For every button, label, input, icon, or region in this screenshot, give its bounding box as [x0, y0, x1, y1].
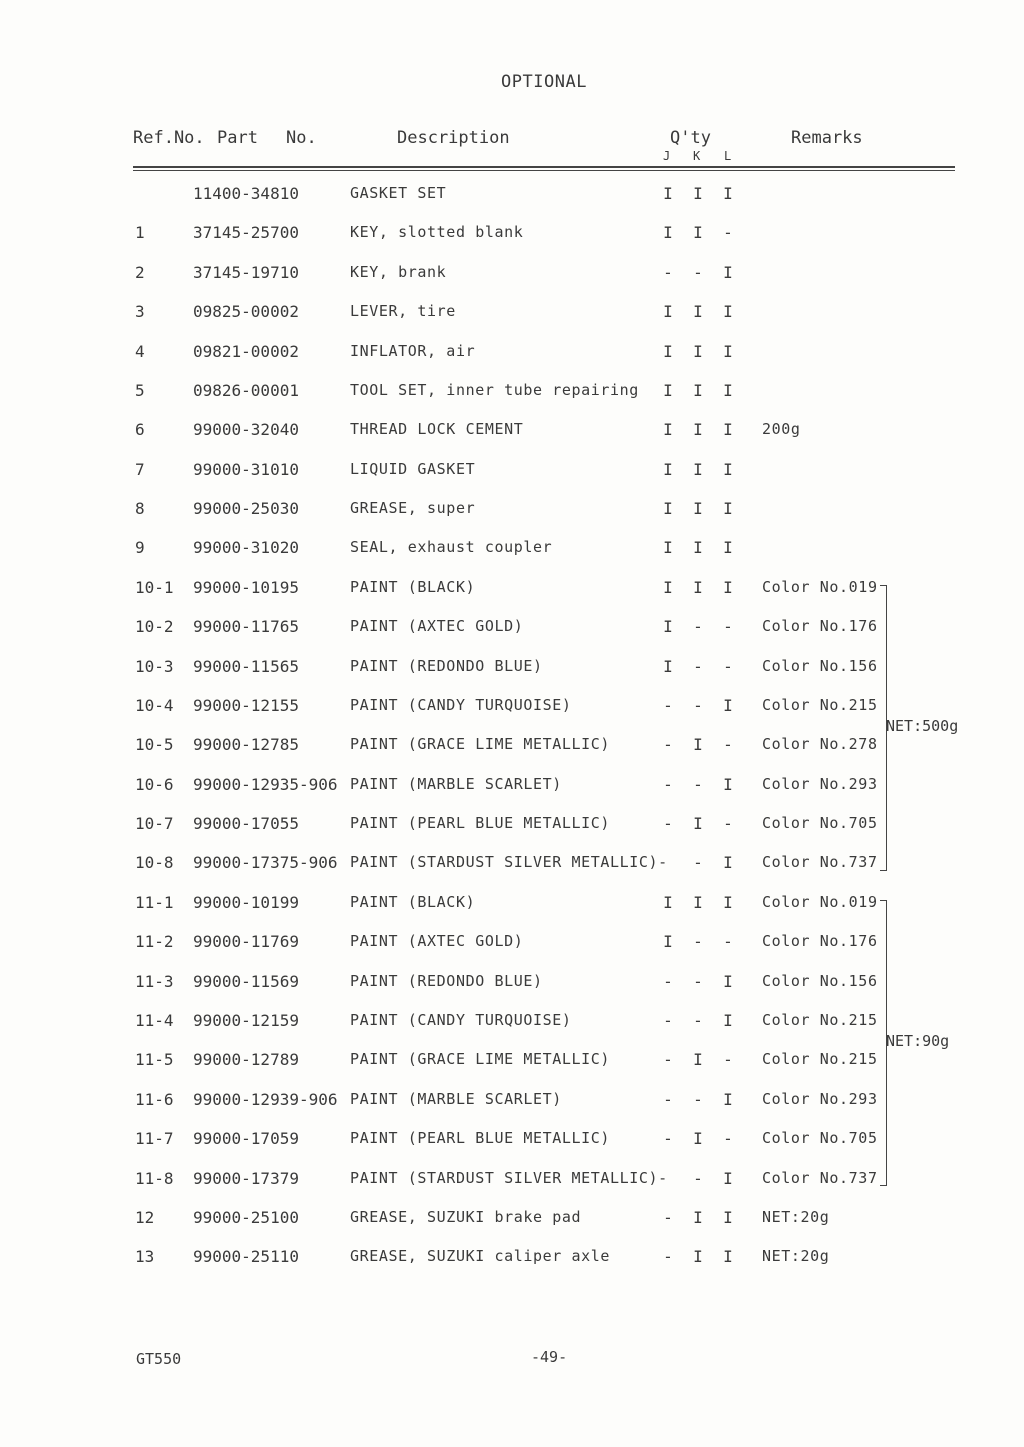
- remarks-cell: 200g: [762, 420, 801, 438]
- table-row: [0, 223, 1024, 249]
- table-row: [0, 617, 1024, 643]
- description-cell: THREAD LOCK CEMENT: [350, 420, 524, 438]
- description-cell: INFLATOR, air: [350, 342, 476, 360]
- header-no: No.: [286, 128, 317, 148]
- part-number-cell: 99000-17379: [193, 1169, 299, 1188]
- group-net-500g: NET:500g: [886, 717, 959, 735]
- remarks-cell: Color No.019: [762, 578, 878, 596]
- qty-k-cell: I: [693, 381, 703, 400]
- description-cell: PAINT (MARBLE SCARLET): [350, 775, 562, 793]
- qty-k-cell: I: [693, 420, 703, 439]
- qty-k-cell: I: [693, 184, 703, 203]
- qty-j-cell: I: [663, 381, 673, 400]
- part-number-cell: 09825-00002: [193, 302, 299, 321]
- ref-no-cell: 2: [135, 263, 145, 282]
- table-row: [0, 657, 1024, 683]
- header-qty-j: J: [663, 149, 671, 163]
- ref-no-cell: 7: [135, 460, 145, 479]
- table-row: [0, 184, 1024, 210]
- qty-k-cell: I: [693, 302, 703, 321]
- qty-l-cell: I: [723, 420, 733, 439]
- qty-k-cell: I: [693, 223, 703, 242]
- remarks-cell: Color No.176: [762, 932, 878, 950]
- part-number-cell: 99000-11569: [193, 972, 299, 991]
- remarks-cell: NET:20g: [762, 1247, 830, 1265]
- table-row: [0, 893, 1024, 919]
- part-number-cell: 99000-12785: [193, 735, 299, 754]
- part-number-cell: 11400-34810: [193, 184, 299, 203]
- remarks-cell: Color No.156: [762, 657, 878, 675]
- part-number-cell: 99000-11765: [193, 617, 299, 636]
- table-row: [0, 1247, 1024, 1273]
- ref-no-cell: 10-4: [135, 696, 174, 715]
- part-number-cell: 99000-12789: [193, 1050, 299, 1069]
- description-cell: PAINT (BLACK): [350, 578, 476, 596]
- table-row: [0, 735, 1024, 761]
- ref-no-cell: 9: [135, 538, 145, 557]
- qty-j-cell: -: [663, 775, 673, 794]
- qty-k-cell: -: [693, 853, 703, 872]
- qty-k-cell: -: [693, 932, 703, 951]
- qty-l-cell: -: [723, 1129, 733, 1148]
- table-row: [0, 814, 1024, 840]
- part-number-cell: 99000-17375-906: [193, 853, 338, 872]
- description-cell: LIQUID GASKET: [350, 460, 476, 478]
- remarks-cell: Color No.705: [762, 1129, 878, 1147]
- ref-no-cell: 8: [135, 499, 145, 518]
- qty-l-cell: I: [723, 263, 733, 282]
- remarks-cell: Color No.293: [762, 775, 878, 793]
- ref-no-cell: 10-2: [135, 617, 174, 636]
- qty-j-cell: -: [663, 263, 673, 282]
- qty-k-cell: -: [693, 1090, 703, 1109]
- table-row: [0, 775, 1024, 801]
- description-cell: PAINT (GRACE LIME METALLIC): [350, 735, 611, 753]
- qty-k-cell: I: [693, 1129, 703, 1148]
- qty-k-cell: I: [693, 1050, 703, 1069]
- qty-j-cell: I: [663, 499, 673, 518]
- qty-j-cell: -: [663, 735, 673, 754]
- qty-l-cell: I: [723, 775, 733, 794]
- part-number-cell: 09826-00001: [193, 381, 299, 400]
- description-cell: PAINT (PEARL BLUE METALLIC): [350, 1129, 611, 1147]
- description-cell: LEVER, tire: [350, 302, 456, 320]
- brace-tick-top: [880, 585, 886, 586]
- description-cell: PAINT (STARDUST SILVER METALLIC)-: [350, 1169, 668, 1187]
- remarks-cell: Color No.278: [762, 735, 878, 753]
- part-number-cell: 37145-25700: [193, 223, 299, 242]
- description-cell: SEAL, exhaust coupler: [350, 538, 553, 556]
- qty-k-cell: I: [693, 893, 703, 912]
- description-cell: PAINT (AXTEC GOLD): [350, 932, 524, 950]
- group-net-90g: NET:90g: [886, 1032, 950, 1050]
- ref-no-cell: 11-8: [135, 1169, 174, 1188]
- qty-j-cell: -: [663, 1208, 673, 1227]
- description-cell: KEY, brank: [350, 263, 447, 281]
- qty-k-cell: -: [693, 617, 703, 636]
- qty-j-cell: -: [663, 1129, 673, 1148]
- header-description: Description: [397, 128, 510, 148]
- qty-l-cell: -: [723, 932, 733, 951]
- table-row: [0, 1208, 1024, 1234]
- qty-l-cell: -: [723, 617, 733, 636]
- header-qty: Q'ty: [670, 128, 711, 148]
- table-row: [0, 1129, 1024, 1155]
- table-row: [0, 696, 1024, 722]
- qty-l-cell: I: [723, 499, 733, 518]
- table-row: [0, 578, 1024, 604]
- qty-j-cell: -: [663, 1050, 673, 1069]
- qty-k-cell: I: [693, 499, 703, 518]
- description-cell: PAINT (MARBLE SCARLET): [350, 1090, 562, 1108]
- qty-k-cell: -: [693, 775, 703, 794]
- ref-no-cell: 6: [135, 420, 145, 439]
- table-row: [0, 342, 1024, 368]
- table-row: [0, 853, 1024, 879]
- qty-k-cell: -: [693, 1169, 703, 1188]
- table-row: [0, 972, 1024, 998]
- qty-l-cell: -: [723, 223, 733, 242]
- part-number-cell: 99000-25110: [193, 1247, 299, 1266]
- ref-no-cell: 10-5: [135, 735, 174, 754]
- part-number-cell: 99000-11565: [193, 657, 299, 676]
- qty-j-cell: -: [663, 1247, 673, 1266]
- remarks-cell: Color No.737: [762, 1169, 878, 1187]
- ref-no-cell: 11-4: [135, 1011, 174, 1030]
- qty-l-cell: I: [723, 1208, 733, 1227]
- description-cell: GREASE, super: [350, 499, 476, 517]
- description-cell: PAINT (CANDY TURQUOISE): [350, 1011, 572, 1029]
- qty-l-cell: I: [723, 381, 733, 400]
- part-number-cell: 99000-12939-906: [193, 1090, 338, 1109]
- part-number-cell: 99000-12935-906: [193, 775, 338, 794]
- qty-k-cell: I: [693, 1247, 703, 1266]
- qty-k-cell: -: [693, 1011, 703, 1030]
- ref-no-cell: 3: [135, 302, 145, 321]
- table-row: [0, 538, 1024, 564]
- ref-no-cell: 5: [135, 381, 145, 400]
- qty-k-cell: I: [693, 1208, 703, 1227]
- qty-l-cell: I: [723, 578, 733, 597]
- remarks-cell: Color No.293: [762, 1090, 878, 1108]
- qty-j-cell: -: [663, 696, 673, 715]
- remarks-cell: Color No.737: [762, 853, 878, 871]
- table-row: [0, 1090, 1024, 1116]
- qty-l-cell: I: [723, 1011, 733, 1030]
- part-number-cell: 99000-12155: [193, 696, 299, 715]
- table-row: [0, 1169, 1024, 1195]
- ref-no-cell: 11-3: [135, 972, 174, 991]
- ref-no-cell: 10-6: [135, 775, 174, 794]
- part-number-cell: 99000-32040: [193, 420, 299, 439]
- qty-l-cell: I: [723, 302, 733, 321]
- qty-l-cell: I: [723, 342, 733, 361]
- part-number-cell: 99000-17055: [193, 814, 299, 833]
- table-row: [0, 1011, 1024, 1037]
- description-cell: PAINT (CANDY TURQUOISE): [350, 696, 572, 714]
- qty-l-cell: -: [723, 735, 733, 754]
- description-cell: GASKET SET: [350, 184, 447, 202]
- ref-no-cell: 10-3: [135, 657, 174, 676]
- qty-j-cell: I: [663, 420, 673, 439]
- ref-no-cell: 12: [135, 1208, 155, 1227]
- qty-j-cell: -: [663, 814, 673, 833]
- qty-j-cell: I: [663, 538, 673, 557]
- qty-j-cell: I: [663, 893, 673, 912]
- table-row: [0, 932, 1024, 958]
- remarks-cell: Color No.215: [762, 1011, 878, 1029]
- description-cell: PAINT (BLACK): [350, 893, 476, 911]
- qty-k-cell: I: [693, 578, 703, 597]
- qty-j-cell: I: [663, 657, 673, 676]
- description-cell: PAINT (GRACE LIME METALLIC): [350, 1050, 611, 1068]
- part-number-cell: 37145-19710: [193, 263, 299, 282]
- part-number-cell: 99000-11769: [193, 932, 299, 951]
- qty-j-cell: I: [663, 460, 673, 479]
- part-number-cell: 99000-31020: [193, 538, 299, 557]
- description-cell: KEY, slotted blank: [350, 223, 524, 241]
- table-row: [0, 381, 1024, 407]
- qty-l-cell: I: [723, 184, 733, 203]
- brace-tick-top: [880, 900, 886, 901]
- description-cell: PAINT (STARDUST SILVER METALLIC)-: [350, 853, 668, 871]
- qty-k-cell: I: [693, 538, 703, 557]
- ref-no-cell: 10-1: [135, 578, 174, 597]
- qty-l-cell: I: [723, 893, 733, 912]
- part-number-cell: 99000-25030: [193, 499, 299, 518]
- qty-l-cell: I: [723, 1169, 733, 1188]
- description-cell: PAINT (REDONDO BLUE): [350, 657, 543, 675]
- qty-j-cell: -: [663, 972, 673, 991]
- qty-k-cell: -: [693, 972, 703, 991]
- qty-j-cell: -: [663, 1011, 673, 1030]
- qty-j-cell: I: [663, 302, 673, 321]
- remarks-cell: Color No.215: [762, 696, 878, 714]
- qty-k-cell: I: [693, 460, 703, 479]
- qty-j-cell: I: [663, 932, 673, 951]
- qty-l-cell: -: [723, 814, 733, 833]
- qty-k-cell: I: [693, 814, 703, 833]
- qty-k-cell: -: [693, 696, 703, 715]
- header-refno: Ref.No.: [133, 128, 205, 148]
- part-number-cell: 09821-00002: [193, 342, 299, 361]
- qty-k-cell: -: [693, 263, 703, 282]
- ref-no-cell: 4: [135, 342, 145, 361]
- remarks-cell: Color No.176: [762, 617, 878, 635]
- qty-l-cell: I: [723, 972, 733, 991]
- part-number-cell: 99000-31010: [193, 460, 299, 479]
- ref-no-cell: 11-2: [135, 932, 174, 951]
- qty-j-cell: -: [663, 1090, 673, 1109]
- part-number-cell: 99000-25100: [193, 1208, 299, 1227]
- qty-j-cell: I: [663, 223, 673, 242]
- ref-no-cell: 1: [135, 223, 145, 242]
- table-row: [0, 420, 1024, 446]
- description-cell: GREASE, SUZUKI caliper axle: [350, 1247, 611, 1265]
- header-rule: [133, 166, 955, 168]
- qty-l-cell: I: [723, 538, 733, 557]
- remarks-cell: Color No.215: [762, 1050, 878, 1068]
- ref-no-cell: 11-1: [135, 893, 174, 912]
- ref-no-cell: 11-6: [135, 1090, 174, 1109]
- ref-no-cell: 11-7: [135, 1129, 174, 1148]
- brace-tick-bottom: [880, 870, 886, 871]
- ref-no-cell: 13: [135, 1247, 155, 1266]
- description-cell: PAINT (AXTEC GOLD): [350, 617, 524, 635]
- qty-j-cell: I: [663, 342, 673, 361]
- table-row: [0, 302, 1024, 328]
- qty-j-cell: I: [663, 184, 673, 203]
- part-number-cell: 99000-10199: [193, 893, 299, 912]
- table-row: [0, 460, 1024, 486]
- ref-no-cell: 10-7: [135, 814, 174, 833]
- header-part: Part: [217, 128, 258, 148]
- description-cell: PAINT (PEARL BLUE METALLIC): [350, 814, 611, 832]
- footer-model: GT550: [136, 1350, 182, 1368]
- qty-l-cell: I: [723, 1090, 733, 1109]
- brace-tick-bottom: [880, 1185, 886, 1186]
- table-row: [0, 1050, 1024, 1076]
- qty-l-cell: -: [723, 657, 733, 676]
- page-title: OPTIONAL: [501, 72, 587, 92]
- ref-no-cell: 11-5: [135, 1050, 174, 1069]
- qty-k-cell: I: [693, 342, 703, 361]
- remarks-cell: NET:20g: [762, 1208, 830, 1226]
- description-cell: TOOL SET, inner tube repairing: [350, 381, 639, 399]
- qty-k-cell: -: [693, 657, 703, 676]
- qty-l-cell: I: [723, 696, 733, 715]
- header-qty-l: L: [724, 149, 732, 163]
- part-number-cell: 99000-10195: [193, 578, 299, 597]
- qty-j-cell: I: [663, 578, 673, 597]
- part-number-cell: 99000-12159: [193, 1011, 299, 1030]
- table-row: [0, 499, 1024, 525]
- qty-j-cell: I: [663, 617, 673, 636]
- qty-l-cell: I: [723, 460, 733, 479]
- qty-k-cell: I: [693, 735, 703, 754]
- header-qty-k: K: [693, 149, 701, 163]
- description-cell: PAINT (REDONDO BLUE): [350, 972, 543, 990]
- qty-l-cell: I: [723, 853, 733, 872]
- remarks-cell: Color No.019: [762, 893, 878, 911]
- qty-l-cell: -: [723, 1050, 733, 1069]
- header-rule-thin: [133, 170, 955, 171]
- qty-l-cell: I: [723, 1247, 733, 1266]
- remarks-cell: Color No.705: [762, 814, 878, 832]
- table-row: [0, 263, 1024, 289]
- header-remarks: Remarks: [791, 128, 863, 148]
- ref-no-cell: 10-8: [135, 853, 174, 872]
- description-cell: GREASE, SUZUKI brake pad: [350, 1208, 582, 1226]
- remarks-cell: Color No.156: [762, 972, 878, 990]
- part-number-cell: 99000-17059: [193, 1129, 299, 1148]
- page-number: -49-: [531, 1348, 568, 1366]
